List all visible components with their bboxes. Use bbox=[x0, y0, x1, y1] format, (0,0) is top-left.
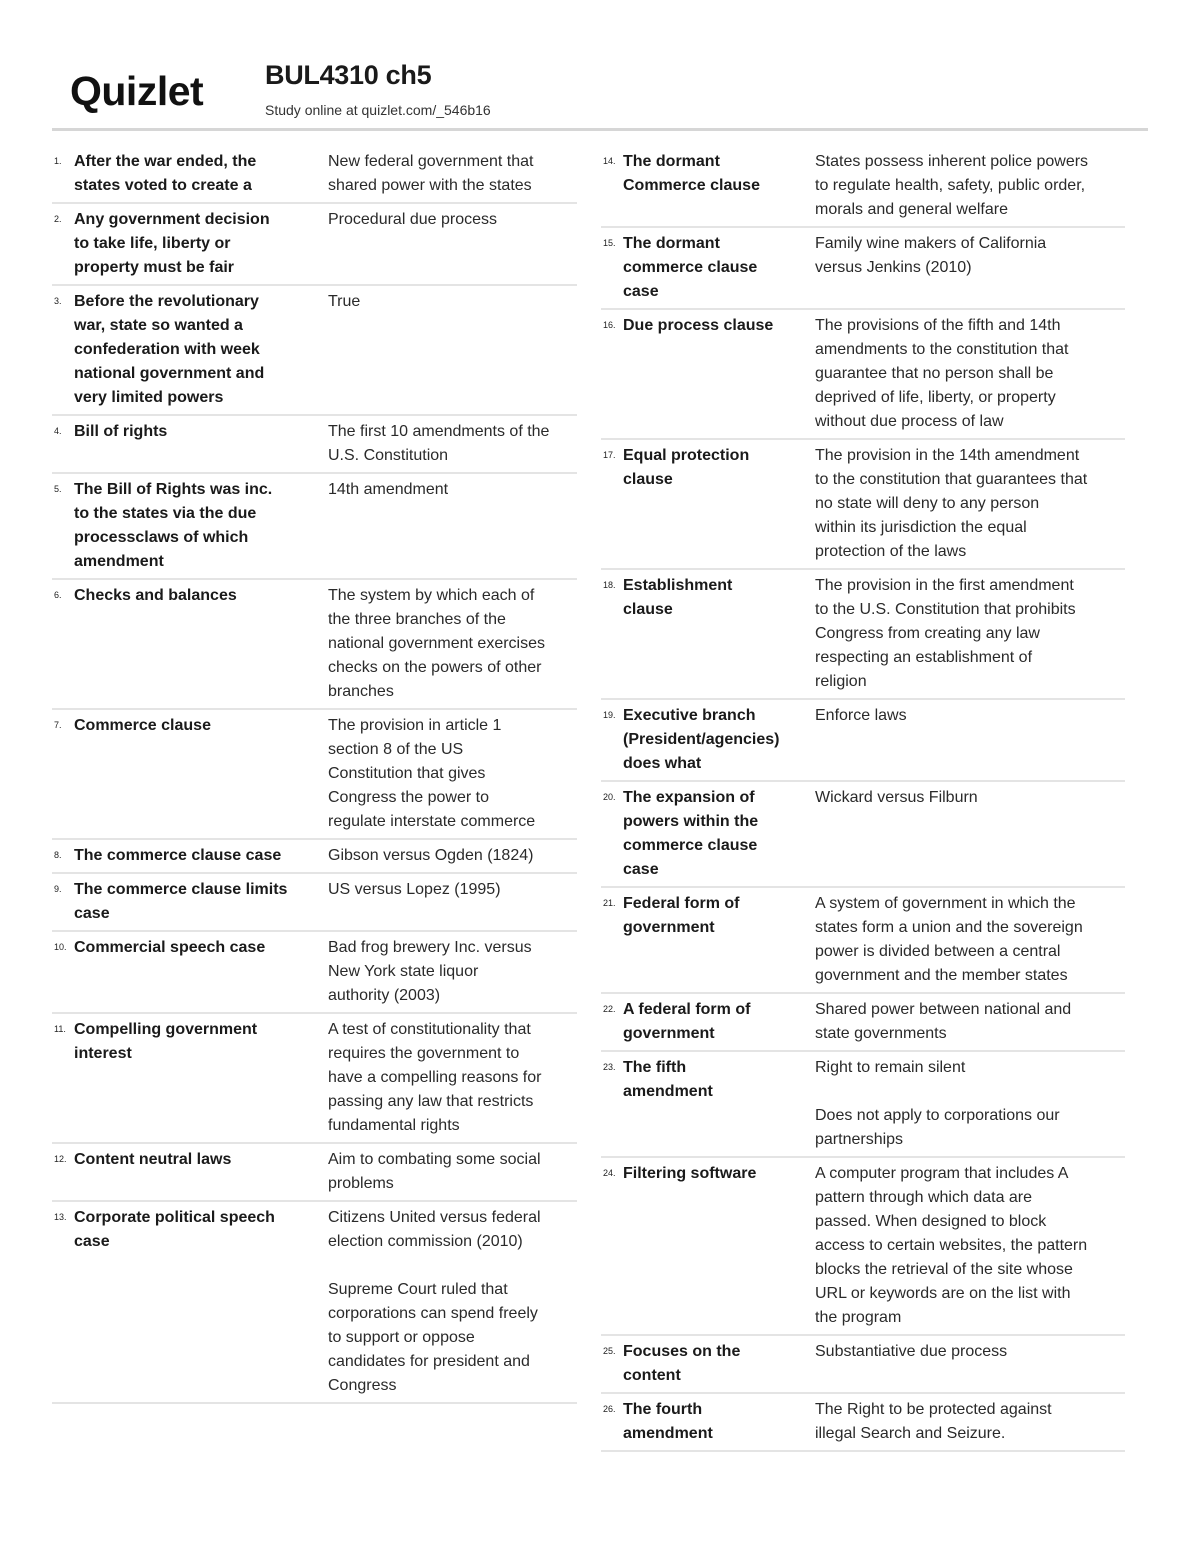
flashcard-3 bbox=[52, 286, 577, 416]
card-term: The commerce clause case bbox=[74, 847, 282, 864]
card-definition: The provision in article 1 section 8 of the US Constitution that gives Congress the power to regulate interstate commerce bbox=[328, 717, 536, 830]
card-definition: Shared power between national and state governments bbox=[815, 1001, 1072, 1042]
card-number: 10. bbox=[54, 942, 67, 952]
flashcard-11 bbox=[52, 1014, 577, 1144]
card-definition: States possess inherent police powers to regulate health, safety, public order, morals and general welfare bbox=[815, 153, 1089, 218]
card-term: Compelling government interest bbox=[74, 1021, 258, 1062]
card-term: Bill of rights bbox=[74, 423, 168, 440]
card-term: Due process clause bbox=[623, 317, 774, 334]
flashcard-17 bbox=[601, 440, 1125, 570]
flashcard-24 bbox=[601, 1158, 1125, 1336]
flashcard-21 bbox=[601, 888, 1125, 994]
card-number: 12. bbox=[54, 1154, 67, 1164]
page-title: BUL4310 ch5 bbox=[265, 60, 432, 90]
card-definition: The first 10 amendments of the U.S. Constitution bbox=[328, 423, 550, 464]
card-term: Federal form of government bbox=[623, 895, 740, 936]
card-number: 5. bbox=[54, 484, 62, 494]
card-number: 15. bbox=[603, 238, 616, 248]
study-online-link[interactable]: Study online at quizlet.com/_546b16 bbox=[265, 102, 491, 118]
card-definition: Aim to combating some social problems bbox=[328, 1151, 541, 1192]
card-definition: A test of constitutionality that requires the government to have a compelling reasons for passing any law that restricts fundamental rights bbox=[328, 1021, 542, 1134]
right-column bbox=[601, 146, 1125, 1452]
card-definition: Substantiative due process bbox=[815, 1343, 1008, 1360]
flashcard-8 bbox=[52, 840, 577, 874]
card-definition: Procedural due process bbox=[328, 211, 497, 228]
card-definition: Family wine makers of California versus Jenkins (2010) bbox=[815, 235, 1047, 276]
card-term: The dormant Commerce clause bbox=[623, 153, 760, 194]
card-definition: Enforce laws bbox=[815, 707, 907, 724]
flashcard-4 bbox=[52, 416, 577, 474]
flashcard-23 bbox=[601, 1052, 1125, 1158]
card-definition: The Right to be protected against illegal Search and Seizure. bbox=[815, 1401, 1052, 1442]
card-term: Checks and balances bbox=[74, 587, 237, 604]
card-number: 3. bbox=[54, 296, 62, 306]
card-number: 22. bbox=[603, 1004, 616, 1014]
card-term: Any government decision to take life, liberty or property must be fair bbox=[74, 211, 270, 276]
card-definition: True bbox=[328, 293, 361, 310]
card-number: 24. bbox=[603, 1168, 616, 1178]
card-definition: Citizens United versus federal election commission (2010) Supreme Court ruled that corporations can spend freely to support or oppose candidates for president and Congress bbox=[328, 1209, 541, 1394]
card-term: Before the revolutionary war, state so wanted a confederation with week national government and very limited powers bbox=[74, 293, 265, 406]
card-number: 9. bbox=[54, 884, 62, 894]
card-number: 6. bbox=[54, 590, 62, 600]
card-term: A federal form of government bbox=[623, 1001, 751, 1042]
card-number: 13. bbox=[54, 1212, 67, 1222]
card-term: After the war ended, the states voted to create a bbox=[74, 153, 257, 194]
card-term: Establishment clause bbox=[623, 577, 733, 618]
card-number: 25. bbox=[603, 1346, 616, 1356]
card-term: The commerce clause limits case bbox=[74, 881, 288, 922]
card-number: 4. bbox=[54, 426, 62, 436]
flashcard-22 bbox=[601, 994, 1125, 1052]
card-term: The dormant commerce clause case bbox=[623, 235, 758, 300]
flashcard-15 bbox=[601, 228, 1125, 310]
flashcard-14 bbox=[601, 146, 1125, 228]
card-number: 14. bbox=[603, 156, 616, 166]
card-number: 21. bbox=[603, 898, 616, 908]
card-number: 23. bbox=[603, 1062, 616, 1072]
flashcard-7 bbox=[52, 710, 577, 840]
flashcard-19 bbox=[601, 700, 1125, 782]
card-definition: Wickard versus Filburn bbox=[815, 789, 978, 806]
card-term: Commerce clause bbox=[74, 717, 211, 734]
card-number: 26. bbox=[603, 1404, 616, 1414]
card-term: The expansion of powers within the commerce clause case bbox=[623, 789, 759, 878]
card-definition: The provision in the 14th amendment to the constitution that guarantees that no state will deny to any person within its jurisdiction the equal protection of the laws bbox=[815, 447, 1088, 560]
card-number: 7. bbox=[54, 720, 62, 730]
flashcard-12 bbox=[52, 1144, 577, 1202]
header-divider bbox=[52, 128, 1148, 131]
card-definition: The system by which each of the three branches of the national government exercises checks on the powers of other branches bbox=[328, 587, 546, 700]
card-term: Focuses on the content bbox=[623, 1343, 741, 1384]
flashcard-16 bbox=[601, 310, 1125, 440]
card-number: 20. bbox=[603, 792, 616, 802]
card-definition: Gibson versus Ogden (1824) bbox=[328, 847, 534, 864]
flashcard-13 bbox=[52, 1202, 577, 1404]
card-definition: US versus Lopez (1995) bbox=[328, 881, 501, 898]
flashcard-1 bbox=[52, 146, 577, 204]
card-term: The fifth amendment bbox=[623, 1059, 713, 1100]
flashcard-5 bbox=[52, 474, 577, 580]
card-term: Filtering software bbox=[623, 1165, 757, 1182]
card-number: 17. bbox=[603, 450, 616, 460]
flashcard-25 bbox=[601, 1336, 1125, 1394]
card-term: The Bill of Rights was inc. to the states via the due processclaws of which amendment bbox=[74, 481, 273, 570]
card-number: 8. bbox=[54, 850, 62, 860]
page-header bbox=[52, 58, 1148, 130]
card-term: Executive branch (President/agencies) does what bbox=[623, 707, 780, 772]
card-definition: The provisions of the fifth and 14th amendments to the constitution that guarantee that no person shall be deprived of life, liberty, or property without due process of law bbox=[815, 317, 1069, 430]
flashcard-10 bbox=[52, 932, 577, 1014]
flashcard-18 bbox=[601, 570, 1125, 700]
card-definition: A system of government in which the states form a union and the sovereign power is divided between a central government and the member states bbox=[815, 895, 1083, 984]
card-term: Content neutral laws bbox=[74, 1151, 232, 1168]
card-term: Equal protection clause bbox=[623, 447, 750, 488]
card-number: 1. bbox=[54, 156, 62, 166]
flashcard-6 bbox=[52, 580, 577, 710]
card-number: 18. bbox=[603, 580, 616, 590]
quizlet-logo[interactable]: Quizlet bbox=[70, 68, 204, 114]
card-number: 19. bbox=[603, 710, 616, 720]
flashcard-9 bbox=[52, 874, 577, 932]
card-definition: Right to remain silent Does not apply to corporations our partnerships bbox=[815, 1059, 1060, 1148]
card-term: Commercial speech case bbox=[74, 939, 266, 956]
card-definition: A computer program that includes A pattern through which data are passed. When designed to block access to certain websites, the pattern blocks the retrieval of the site whose URL or keywords are on the list with the program bbox=[815, 1165, 1088, 1326]
flashcard-20 bbox=[601, 782, 1125, 888]
card-definition: 14th amendment bbox=[328, 481, 449, 498]
card-number: 16. bbox=[603, 320, 616, 330]
flashcard-2 bbox=[52, 204, 577, 286]
card-number: 11. bbox=[54, 1024, 66, 1034]
card-term: The fourth amendment bbox=[623, 1401, 713, 1442]
card-definition: Bad frog brewery Inc. versus New York state liquor authority (2003) bbox=[328, 939, 532, 1004]
left-column bbox=[52, 146, 577, 1404]
card-definition: The provision in the first amendment to the U.S. Constitution that prohibits Congress from creating any law respecting an establishment of religion bbox=[815, 577, 1076, 690]
card-number: 2. bbox=[54, 214, 62, 224]
card-term: Corporate political speech case bbox=[74, 1209, 275, 1250]
card-definition: New federal government that shared power with the states bbox=[328, 153, 534, 194]
flashcard-26 bbox=[601, 1394, 1125, 1452]
